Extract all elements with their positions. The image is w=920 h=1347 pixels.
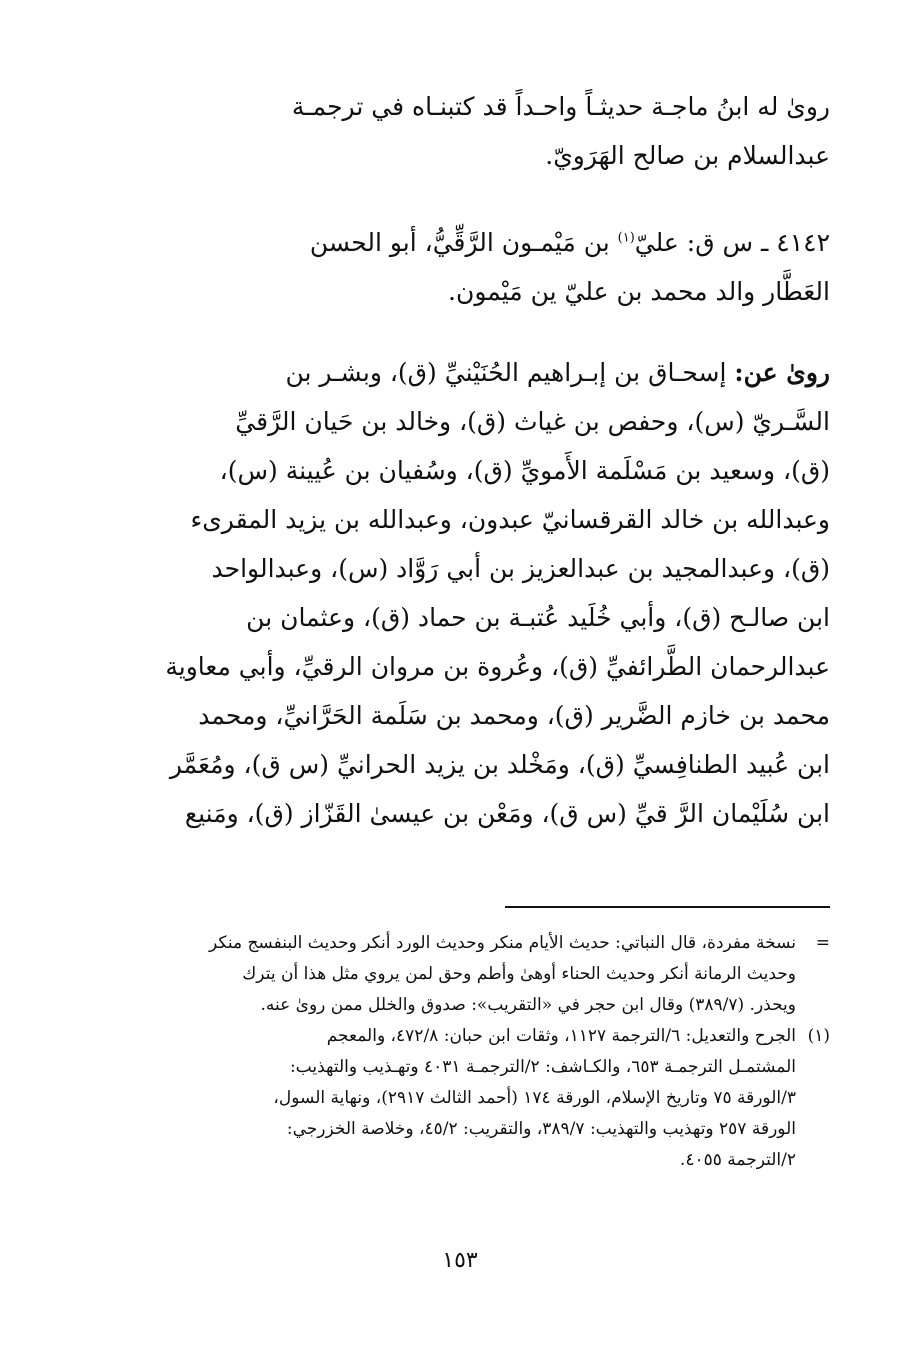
- footnote-continuation: [130, 928, 830, 1021]
- narrated-from-label: روىٰ عن:: [734, 358, 830, 387]
- text-line: السَّـريّ (س)، وحفص بن غياث (ق)، وخالد بن حَيان الرَّقيِّ: [235, 407, 830, 436]
- footnote-line: نسخة مفردة، قال النباتي: حديث الأيام منكر وحديث الورد أنكر وحديث البنفسج منكر: [209, 933, 796, 953]
- text-line: العَطَّار والد محمد بن عليّ ين مَيْمون.: [448, 277, 830, 306]
- footnote-line: ٣/الورقة ٧٥ وتاريخ الإسلام، الورقة ١٧٤ (أحمد الثالث ٢٩١٧)، ونهاية السول،: [273, 1088, 796, 1108]
- footnote-marker: =: [815, 933, 830, 953]
- footnotes: [130, 928, 830, 1176]
- text-line: ابن عُبيد الطنافِسيِّ (ق)، ومَخْلد بن يزيد الحرانيِّ (س ق)، ومُعَمَّر: [169, 750, 830, 779]
- footnote-line: المشتمـل الترجمـة ٦٥٣، والكـاشف: ٢/الترجمـة ٤٠٣١ وتهـذيب والتهذيب:: [289, 1057, 796, 1077]
- footnote-line: الورقة ٢٥٧ وتهذيب والتهذيب: ٣٨٩/٧، والتقريب: ٤٥/٢، وخلاصة الخزرجي:: [286, 1119, 796, 1139]
- text-line: عبدالسلام بن صالح الهَرَويّ.: [545, 141, 830, 170]
- text-line: ابن سُلَيْمان الرَّ قيِّ (س ق)، ومَعْن بن عيسىٰ القَزّاز (ق)، ومَنيع: [184, 799, 830, 828]
- text-line: وعبدالله بن خالد القرقسانيّ عبدون، وعبدالله بن يزيد المقرىء: [190, 505, 830, 534]
- text-line: عبدالرحمان الطَّرائفيِّ (ق)، وعُروة بن مروان الرقيِّ، وأبي معاوية: [165, 652, 830, 681]
- text-segment: إسحـاق بن إبـراهيم الحُنَيْنيِّ (ق)، وبشـر بن: [285, 358, 735, 387]
- footnote-reference: (١): [617, 230, 635, 246]
- page-number: ١٥٣: [442, 1248, 478, 1273]
- footnote-line: ٢/الترجمة ٤٠٥٥.: [679, 1150, 796, 1170]
- text-line: (ق)، وسعيد بن مَسْلَمة الأَمويِّ (ق)، وسُفيان بن عُيينة (س)،: [219, 456, 830, 485]
- entry-number-name: ٤١٤٢ ـ س ق: عليّ: [634, 228, 830, 257]
- paragraph-intro: [130, 82, 830, 180]
- footnote-line: وحديث الرمانة أنكر وحديث الحناء أوهىٰ وأطم وحق لمن يروي مثل هذا أن يترك: [242, 964, 796, 984]
- narrators-paragraph: [130, 348, 830, 838]
- entry-title-line: [130, 218, 830, 267]
- footnote-divider: [505, 906, 830, 908]
- text-line: (ق)، وعبدالمجيد بن عبدالعزيز بن أبي رَوَّاد (س)، وعبدالواحد: [211, 554, 830, 583]
- footnote-line: ويحذر. (٣٨٩/٧) وقال ابن حجر في «التقريب»: صدوق والخلل ممن روىٰ عنه.: [260, 995, 796, 1015]
- footnote-line: الجرح والتعديل: ٦/الترجمة ١١٢٧، وثقات ابن حبان: ٤٧٢/٨، والمعجم: [326, 1026, 796, 1046]
- text-line: محمد بن خازم الضَّرير (ق)، ومحمد بن سَلَمة الحَرَّانيِّ، ومحمد: [198, 701, 830, 730]
- text-line: ابن صالـح (ق)، وأبي خُلَيد عُتبـة بن حماد (ق)، وعثمان بن: [246, 603, 830, 632]
- text-line: [130, 348, 830, 397]
- footnote-1: [130, 1021, 830, 1176]
- entry-heading: [130, 218, 830, 316]
- entry-name-rest: بن مَيْمـون الرَّقِّيُّ، أبو الحسن: [309, 228, 618, 257]
- text-line: روىٰ له ابنُ ماجـة حديثـاً واحـداً قد كتبنـاه في ترجمـة: [291, 92, 830, 121]
- footnote-marker: (١): [807, 1026, 830, 1046]
